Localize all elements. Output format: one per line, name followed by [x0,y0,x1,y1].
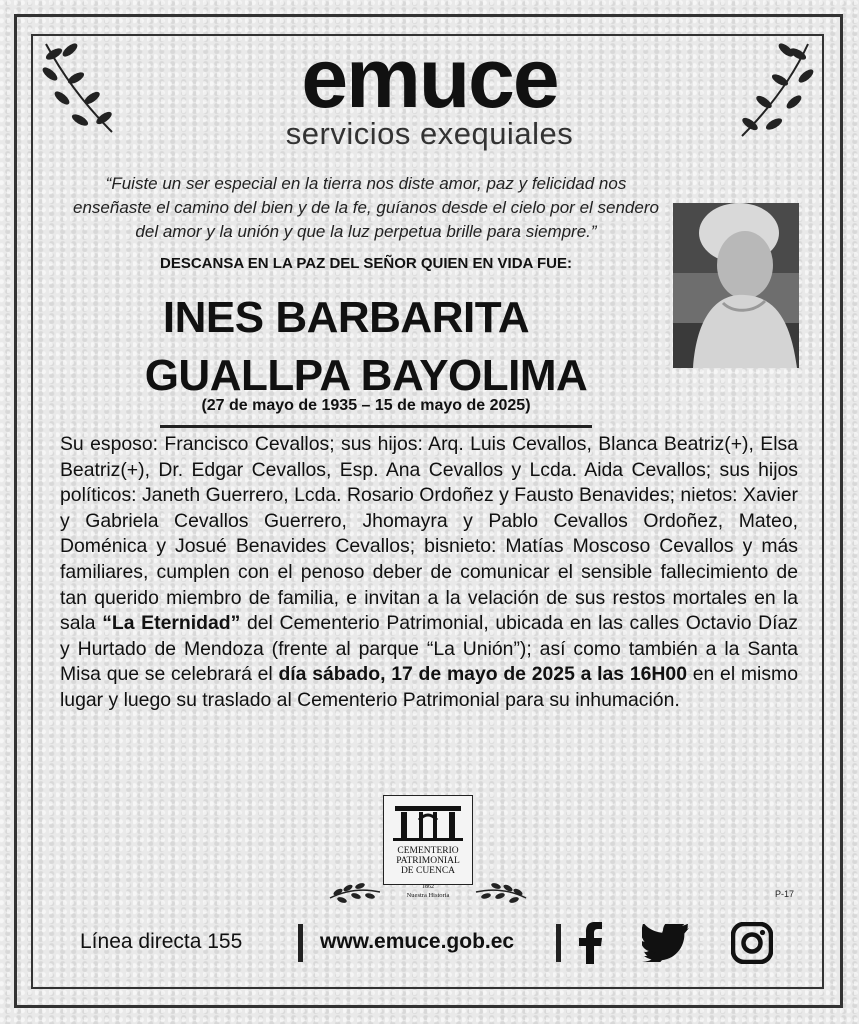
footer-separator [298,924,303,962]
deceased-portrait-photo [673,203,799,368]
gate-arch-icon [393,802,463,842]
page-code: P-17 [775,889,795,899]
cemetery-logo-line1: CEMENTERIO [397,846,459,856]
deceased-name-line2: GUALLPA BAYOLIMA [144,351,588,400]
phone-line: Línea directa 155 [80,930,243,953]
cemetery-year: 1862 [422,884,434,890]
website-link[interactable]: www.emuce.gob.ec [320,930,515,953]
venue-name: “La Eternidad” [102,612,241,635]
twitter-icon[interactable] [642,924,690,962]
deceased-name-line1: INES BARBARITA [162,293,530,342]
instagram-icon[interactable] [731,922,773,964]
mass-date: día sábado, 17 de mayo de 2025 a las 16H00 [278,663,687,686]
announcement-part3: en el mismo lugar y luego su traslado al Cementerio Patrimonial para su inhumación. [60,663,798,711]
memorial-quote: “Fuiste un ser especial en la tierra nos diste amor, paz y felicidad nos enseñaste el camino del bien y de la fe, guíanos desde el cielo por el sendero del amor y la unión y que la luz perpetua brille para siempre.” [73,174,659,241]
brand-logo: emuce [301,31,558,125]
divider-line [160,425,592,428]
laurel-right-icon [474,880,528,904]
facebook-icon[interactable] [576,922,604,964]
laurel-left-icon [328,880,382,904]
cemetery-motto: Nuestra Historia [406,892,450,899]
announcement-part2: del Cementerio Patrimonial, ubicada en las calles Octavio Díaz y Hurtado de Mendoza (frente al parque “La Unión”); así como también a la Santa Misa que se celebrará el [60,612,798,686]
life-dates: (27 de mayo de 1935 – 15 de mayo de 2025) [201,397,531,414]
intro-heading: DESCANSA EN LA PAZ DEL SEÑOR QUIEN EN VIDA FUE: [160,255,572,272]
announcement-text [60,432,798,714]
announcement-part1: Su esposo: Francisco Cevallos; sus hijos: Arq. Luis Cevallos, Blanca Beatriz(+), Elsa Beatriz(+), Dr. Edgar Cevallos, Esp. Ana Cevallos y Lcda. Aida Cevallos; sus hijos políticos: Janeth Guerrero, Lcda. Rosario Ordoñez y Fausto Benavides; nietos: Xavier y Gabriela Cevallos Guerrero, Jhomayra y Pablo Cevallos Ordoñez, Mateo, Doménica y Josué Benavides Cevallos; bisnieto: Matías Moscoso Cevallos y más familiares, cumplen con el penoso deber de comunicar el sensible fallecimiento de tan querido miembro de familia, e invitan a la velación de sus restos mortales en la sala [60,433,798,635]
brand-subtitle: servicios exequiales [285,116,574,151]
cemetery-logo [383,795,473,885]
cemetery-logo-line2: PATRIMONIAL [396,856,460,866]
cemetery-logo-line3: DE CUENCA [400,866,456,876]
footer-separator [556,924,561,962]
